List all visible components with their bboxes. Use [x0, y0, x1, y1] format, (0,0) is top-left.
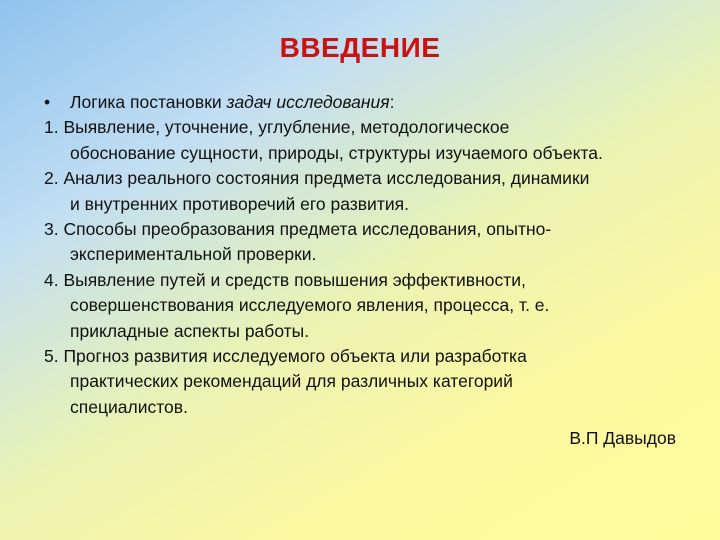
- list-item-1: [44, 115, 694, 166]
- list-item-line: 2. Анализ реального состояния предмета исследования, динамики: [44, 168, 590, 189]
- list-item-line: 4. Выявление путей и средств повышения эффективности,: [44, 269, 526, 290]
- list-item-line: экспериментальной проверки.: [70, 244, 317, 265]
- list-item-line: обоснование сущности, природы, структуры изучаемого объекта.: [70, 142, 603, 163]
- bullet-icon: •: [44, 92, 51, 112]
- list-item-line: прикладные аспекты работы.: [70, 320, 310, 341]
- list-item-line: 5. Прогноз развития исследуемого объекта или разработка: [44, 346, 527, 367]
- list-item-line: специалистов.: [70, 396, 188, 417]
- list-item-5: [44, 344, 694, 420]
- list-item-3: [44, 217, 694, 268]
- list-item-line: практических рекомендаций для различных категорий: [70, 371, 513, 392]
- list-item-line: совершенствования исследуемого явления, процесса, т. е.: [70, 295, 550, 316]
- list-item-4: [44, 268, 694, 344]
- list-item-2: [44, 166, 694, 217]
- intro-colon: :: [389, 92, 395, 112]
- intro-text: Логика постановки: [70, 92, 227, 112]
- list-item-line: и внутренних противоречий его развития.: [70, 193, 409, 214]
- slide-content: [44, 90, 694, 420]
- intro-line: [44, 90, 694, 115]
- list-item-line: 1. Выявление, уточнение, углубление, методологическое: [44, 117, 510, 138]
- author-signature: В.П Давыдов: [569, 428, 676, 448]
- slide-title: ВВЕДЕНИЕ: [279, 32, 441, 63]
- intro-emphasis: задач исследования: [226, 92, 390, 112]
- list-item-line: 3. Способы преобразования предмета исследования, опытно-: [44, 219, 552, 240]
